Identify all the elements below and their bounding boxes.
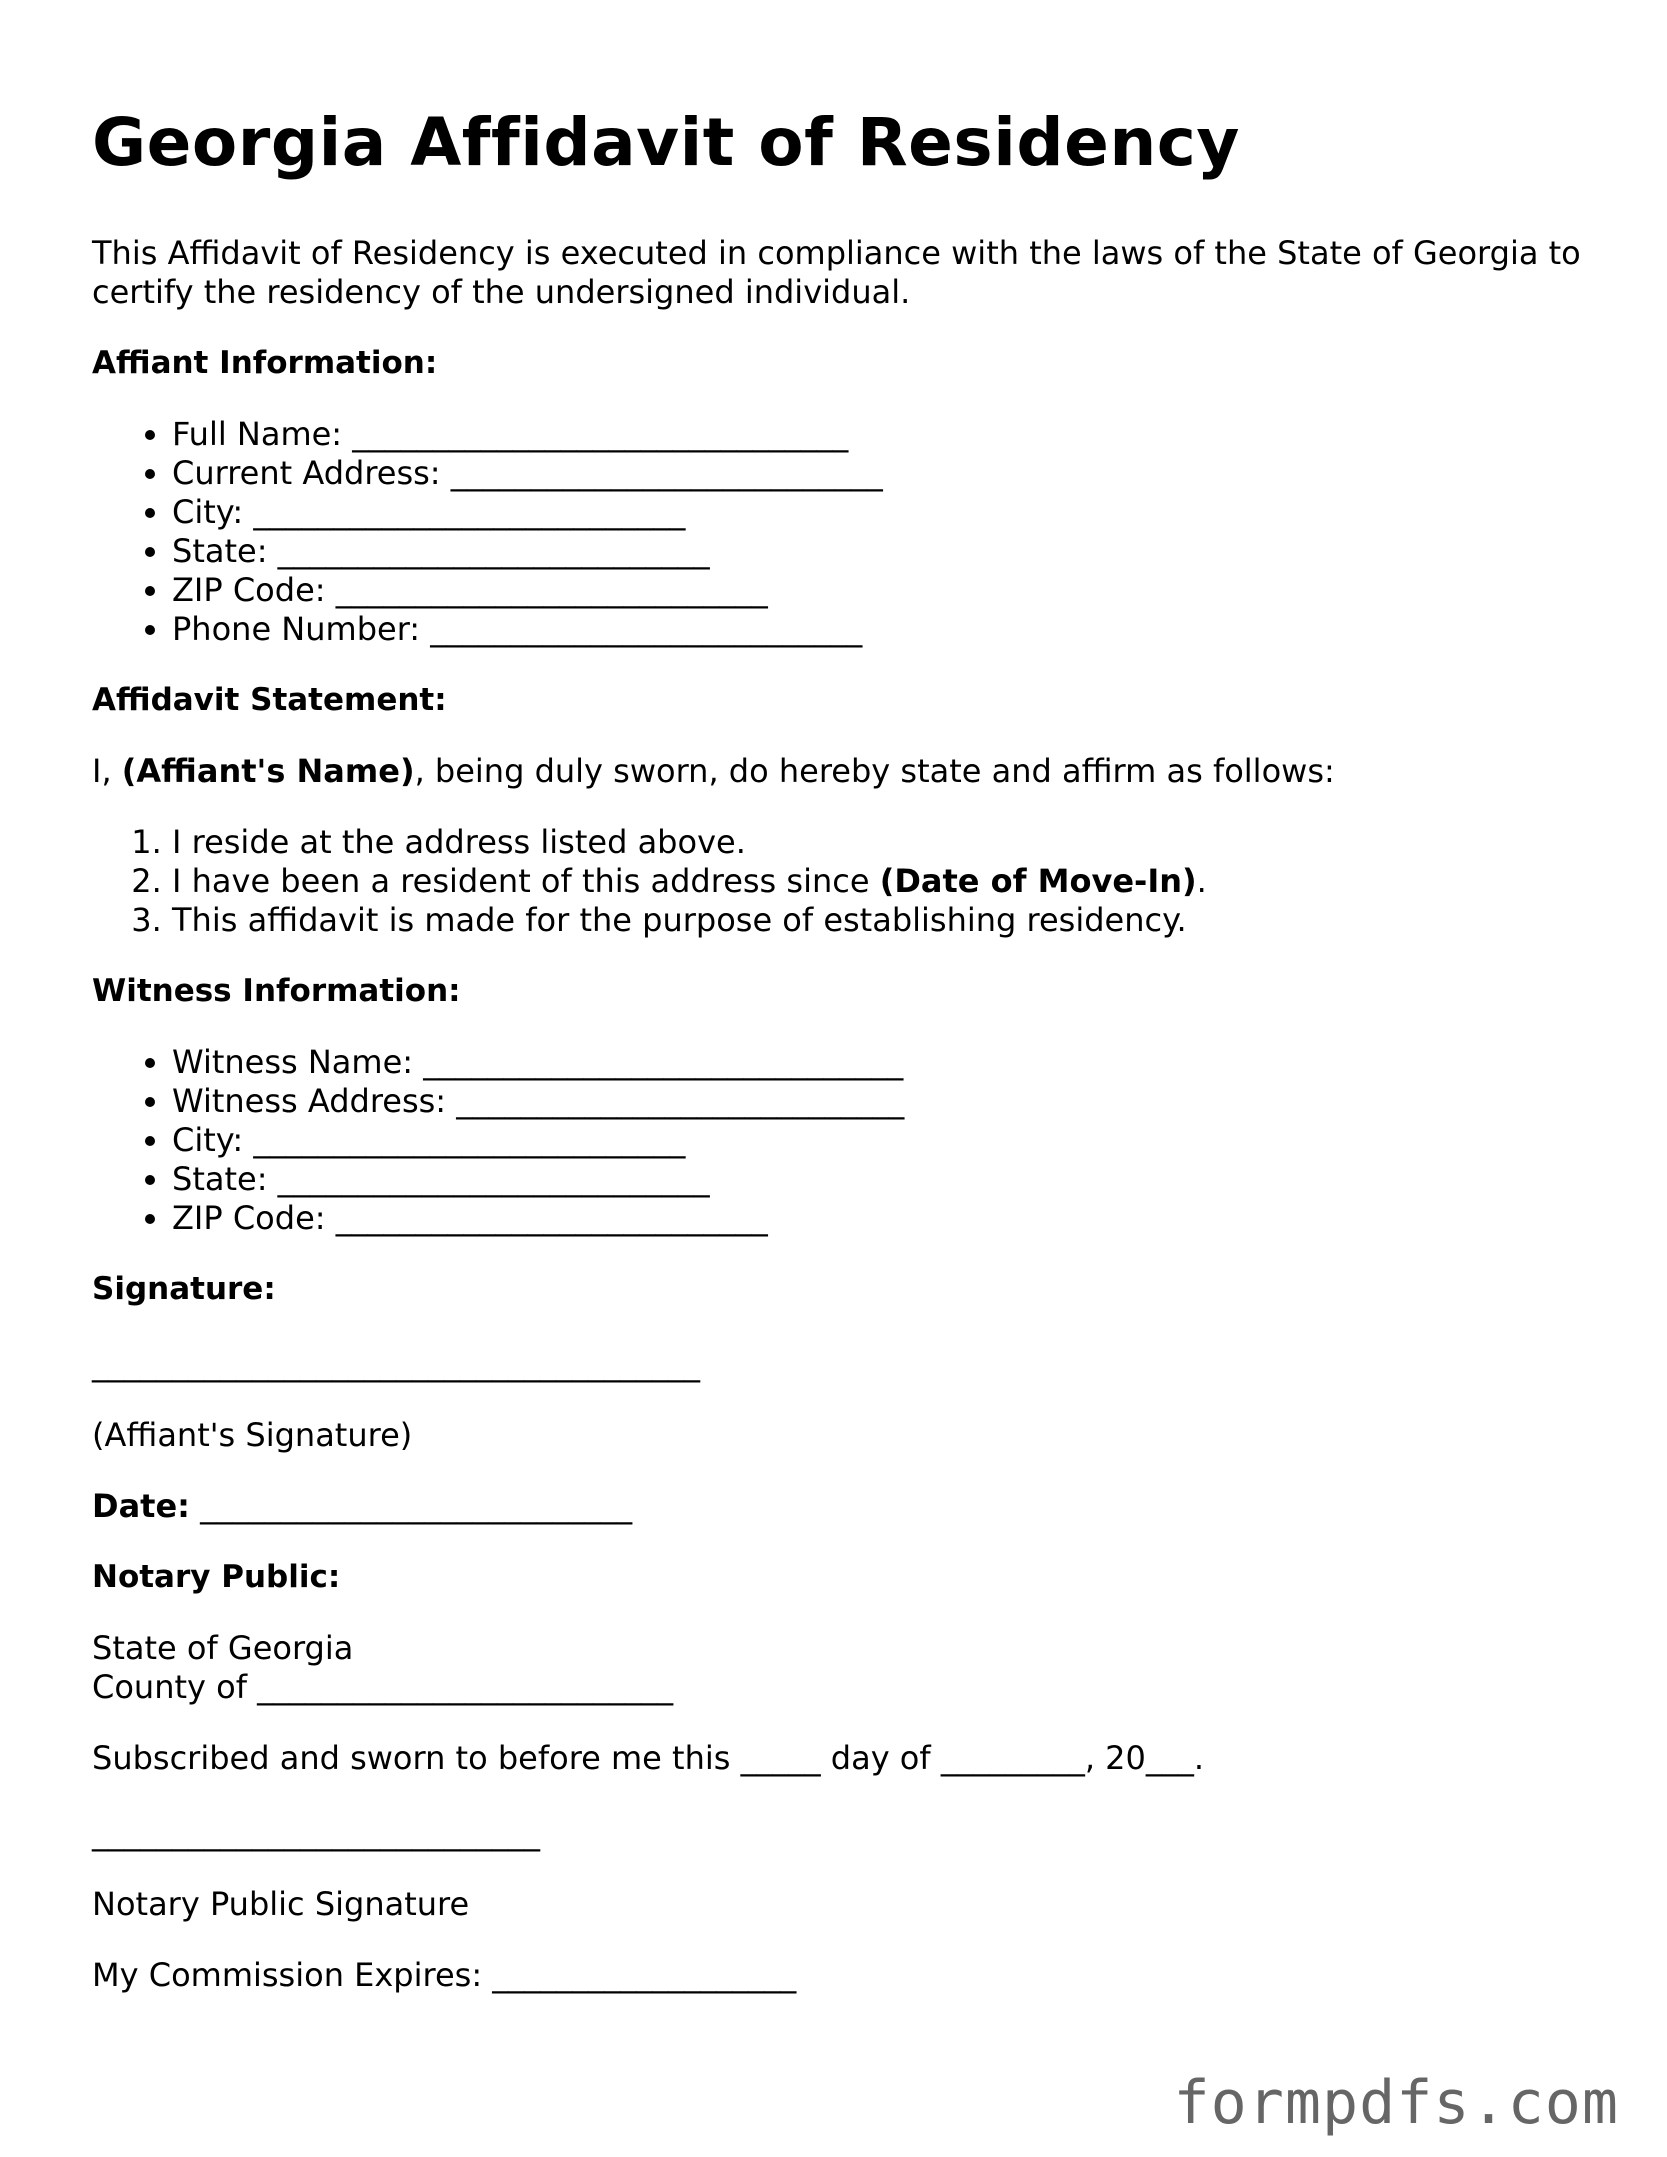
affiant-full-name-field[interactable]: • Full Name: _______________________________ [172,415,1592,454]
statement-item: 3. This affidavit is made for the purpose of establishing residency. [172,901,1592,940]
affiant-signature-caption: (Affiant's Signature) [92,1416,413,1454]
affiant-heading: Affiant Information: [92,345,438,381]
statement-lead-suffix: , being duly sworn, do hereby state and affirm as follows: [414,752,1335,790]
affiant-fields-list [92,415,1592,649]
notary-state: State of Georgia [92,1629,354,1667]
witness-state-field[interactable]: • State: ___________________________ [172,1160,1592,1199]
commission-expires-field[interactable]: My Commission Expires: ___________________ [92,1956,797,1994]
witness-city-field[interactable]: • City: ___________________________ [172,1121,1592,1160]
notary-heading: Notary Public: [92,1559,341,1595]
move-in-date-placeholder: (Date of Move-In) [879,862,1197,900]
witness-fields-list [92,1043,1592,1238]
notary-county-field[interactable]: County of __________________________ [92,1668,674,1706]
statement-item: 1. I reside at the address listed above. [172,823,1592,862]
affiant-name-placeholder: (Affiant's Name) [121,752,415,790]
date-label: Date: [92,1487,190,1525]
watermark: formpdfs.com [1173,2068,1619,2138]
statement-item2-suffix: . [1196,862,1207,900]
affiant-signature-line[interactable]: ______________________________________ [92,1345,700,1383]
statement-list [92,823,1592,940]
affiant-address-field[interactable]: • Current Address: ___________________________ [172,454,1592,493]
notary-signature-caption: Notary Public Signature [92,1885,470,1923]
witness-name-field[interactable]: • Witness Name: ______________________________ [172,1043,1592,1082]
statement-lead-prefix: I, [92,752,122,790]
statement-heading: Affidavit Statement: [92,682,447,718]
witness-heading: Witness Information: [92,973,461,1009]
date-blank[interactable]: ___________________________ [189,1487,633,1525]
witness-zip-field[interactable]: • ZIP Code: ___________________________ [172,1199,1592,1238]
affiant-phone-field[interactable]: • Phone Number: ___________________________ [172,610,1592,649]
statement-lead [92,752,1592,791]
affiant-city-field[interactable]: • City: ___________________________ [172,493,1592,532]
date-field[interactable] [92,1487,1592,1526]
document-title: Georgia Affidavit of Residency [92,104,1240,181]
witness-address-field[interactable]: • Witness Address: ____________________________ [172,1082,1592,1121]
notary-sworn-statement[interactable]: Subscribed and sworn to before me this _____ day of _________, 20___. [92,1739,1205,1777]
intro-paragraph: This Affidavit of Residency is executed in compliance with the laws of the State of Georgia to certify the residency of the undersigned individual. [92,234,1581,311]
affiant-state-field[interactable]: • State: ___________________________ [172,532,1592,571]
notary-signature-line[interactable]: ____________________________ [92,1814,540,1852]
signature-heading: Signature: [92,1271,276,1307]
statement-item [172,862,1592,901]
statement-item2-prefix: I have been a resident of this address since [172,862,880,900]
document-page [92,104,1592,1995]
affiant-zip-field[interactable]: • ZIP Code: ___________________________ [172,571,1592,610]
